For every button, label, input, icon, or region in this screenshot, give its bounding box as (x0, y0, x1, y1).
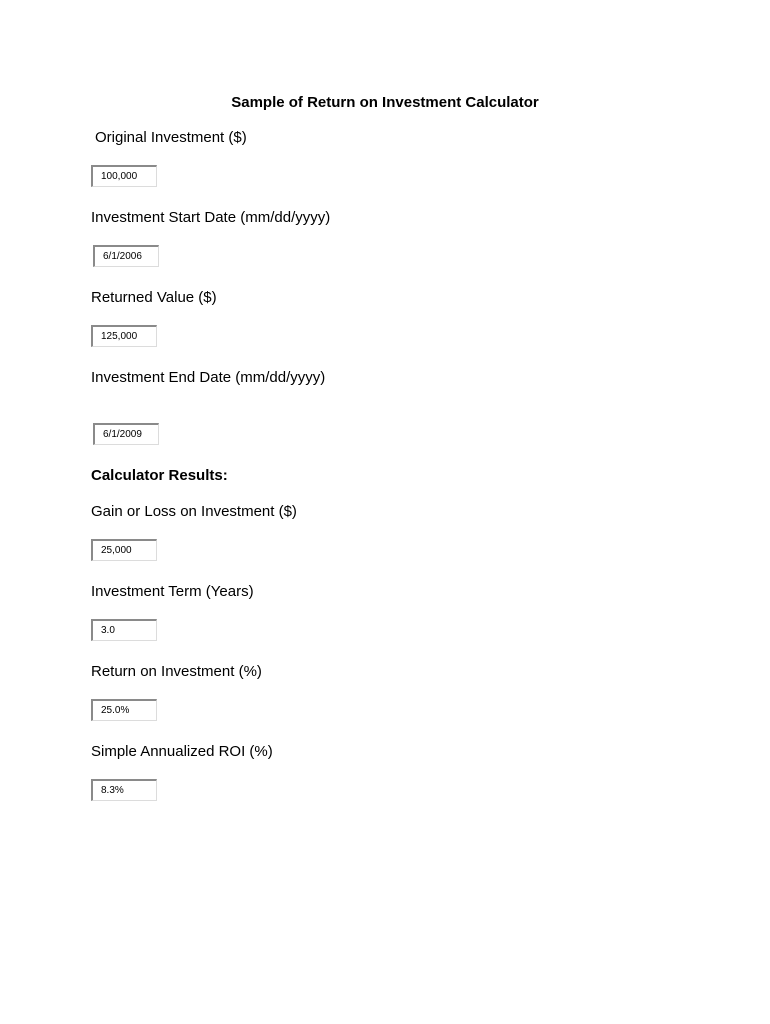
original-investment-label: Original Investment ($) (95, 129, 247, 146)
investment-term-label: Investment Term (Years) (91, 583, 254, 600)
end-date-label: Investment End Date (mm/dd/yyyy) (91, 369, 326, 386)
investment-term-field[interactable] (91, 619, 157, 641)
gain-loss-label: Gain or Loss on Investment ($) (91, 503, 297, 520)
annualized-roi-label: Simple Annualized ROI (%) (91, 743, 273, 760)
start-date-label: Investment Start Date (mm/dd/yyyy) (91, 209, 331, 226)
returned-value-label: Returned Value ($) (91, 289, 217, 306)
annualized-roi-field[interactable] (91, 779, 157, 801)
original-investment-field[interactable] (91, 165, 157, 187)
start-date-field[interactable] (93, 245, 159, 267)
roi-field[interactable] (91, 699, 157, 721)
roi-label: Return on Investment (%) (91, 663, 262, 680)
gain-loss-field[interactable] (91, 539, 157, 561)
returned-value-field[interactable] (91, 325, 157, 347)
results-heading: Calculator Results: (91, 467, 228, 484)
page-title: Sample of Return on Investment Calculator (231, 94, 539, 111)
end-date-field[interactable] (93, 423, 159, 445)
